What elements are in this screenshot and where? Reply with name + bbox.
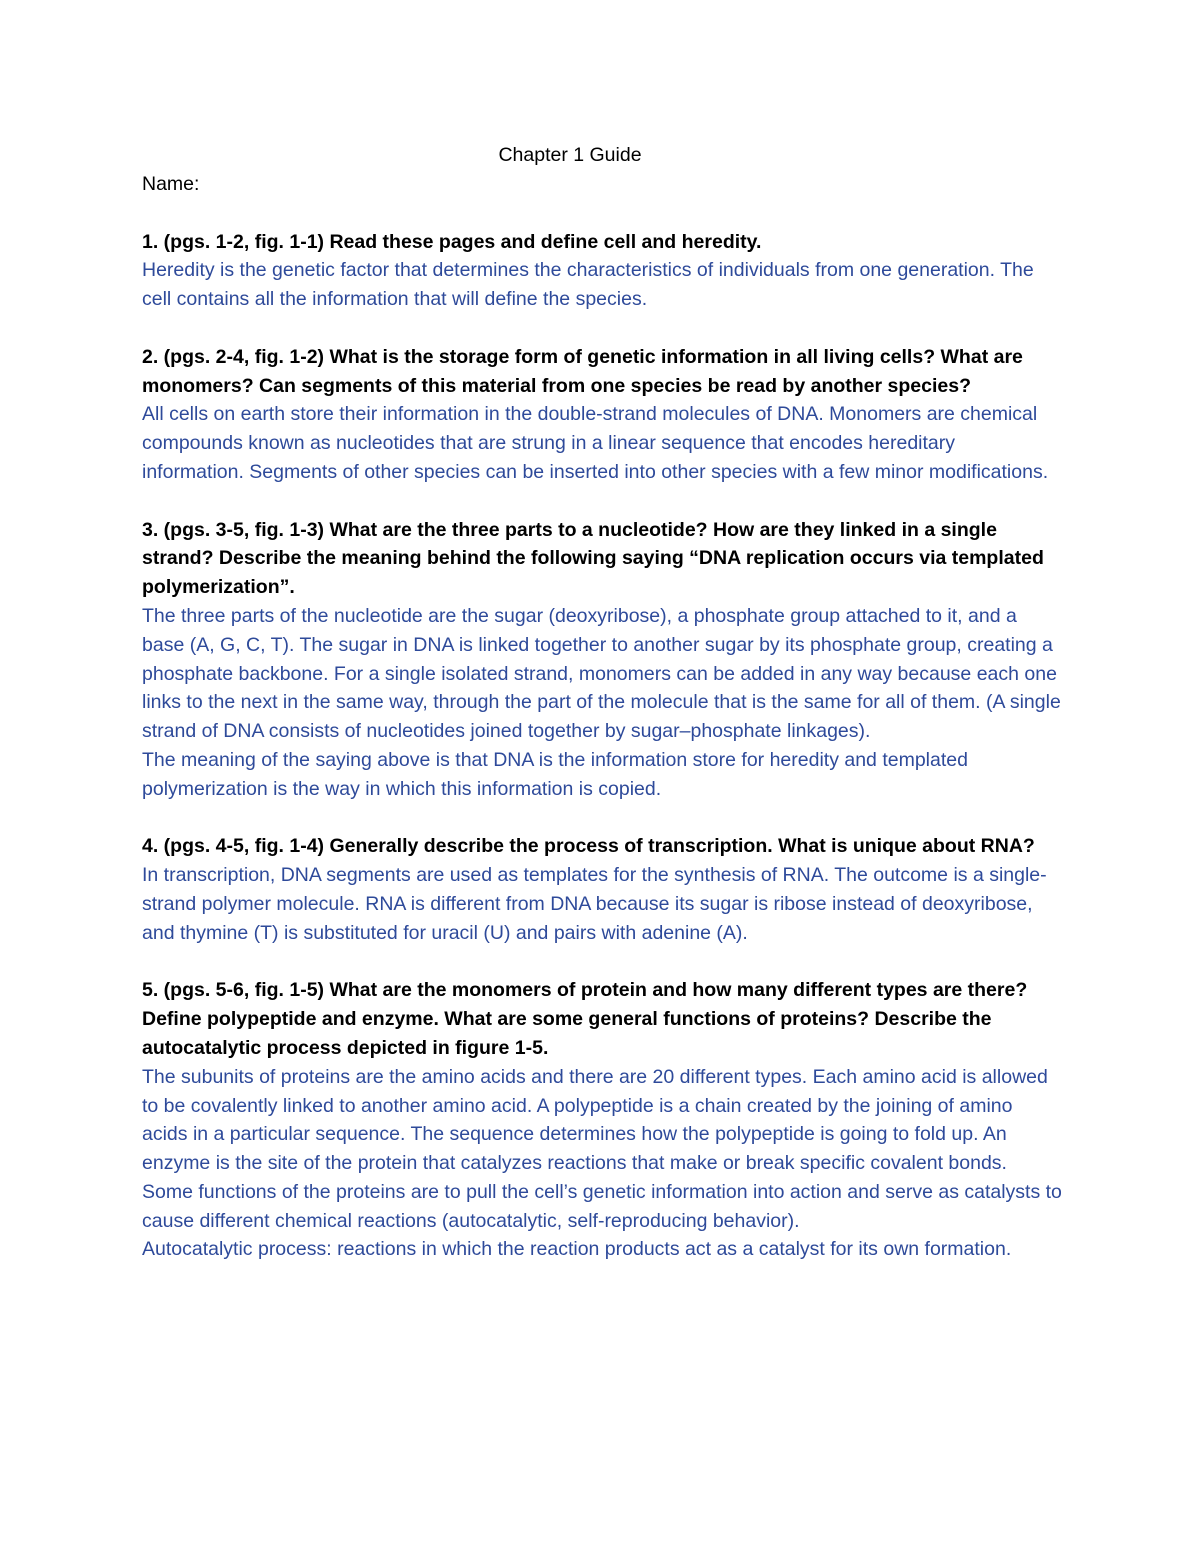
question-block-3 bbox=[142, 516, 1062, 804]
question-text: 5. (pgs. 5-6, fig. 1-5) What are the monomers of protein and how many different types are there? Define polypeptide and enzyme. What are some general functions of proteins? Describe the autocatalytic process depicted in figure 1-5. bbox=[142, 979, 1028, 1059]
answer-text: The meaning of the saying above is that DNA is the information store for heredity and templated polymerization is the way in which this information is copied. bbox=[142, 748, 968, 800]
answer-text: Autocatalytic process: reactions in which the reaction products act as a catalyst for its own formation. bbox=[142, 1238, 1012, 1261]
question-block-4 bbox=[142, 832, 1062, 947]
answer-text: The subunits of proteins are the amino acids and there are 20 different types. Each amino acid is allowed to be covalently linked to another amino acid. A polypeptide is a chain created by the joining of amino acids in a particular sequence. The sequence determines how the polypeptide is going to fold up. An enzyme is the site of the protein that catalyzes reactions that make or break specific covalent bonds. Some functions of the proteins are to pull the cell’s genetic information into action and serve as catalysts to cause different chemical reactions (autocatalytic, self-reproducing behavior). bbox=[142, 1065, 1062, 1232]
document-title: Chapter 1 Guide bbox=[498, 144, 642, 166]
question-text: 2. (pgs. 2-4, fig. 1-2) What is the storage form of genetic information in all living cells? What are monomers? Can segments of this material from one species be read by another species? bbox=[142, 345, 1023, 397]
document-body bbox=[142, 140, 1062, 1293]
question-text: 3. (pgs. 3-5, fig. 1-3) What are the three parts to a nucleotide? How are they linked in a single strand? Describe the meaning behind the following saying “DNA replication occurs via templated polymerization”. bbox=[142, 518, 1044, 599]
question-text: 4. (pgs. 4-5, fig. 1-4) Generally describe the process of transcription. What is unique about RNA? bbox=[142, 835, 1035, 858]
answer-text: In transcription, DNA segments are used as templates for the synthesis of RNA. The outcome is a single-strand polymer molecule. RNA is different from DNA because its sugar is ribose instead of deoxyribose, and thymine (T) is substituted for uracil (U) and pairs with adenine (A). bbox=[142, 864, 1047, 944]
answer-text: All cells on earth store their information in the double-strand molecules of DNA. Monomers are chemical compounds known as nucleotides that are strung in a linear sequence that encodes hereditary information. Segments of other species can be inserted into other species with a few minor modifications. bbox=[142, 403, 1049, 483]
question-block-5 bbox=[142, 976, 1062, 1264]
question-block-1 bbox=[142, 228, 1062, 314]
answer-text: The three parts of the nucleotide are the sugar (deoxyribose), a phosphate group attached to it, and a base (A, G, C, T). The sugar in DNA is linked together to another sugar by its phosphate group, creating a phosphate backbone. For a single isolated strand, monomers can be added in any way because each one links to the next in the same way, through the part of the molecule that is the same for all of them. (A single strand of DNA consists of nucleotides joined together by sugar–phosphate linkages). bbox=[142, 604, 1061, 743]
question-block-2 bbox=[142, 343, 1062, 487]
question-text: 1. (pgs. 1-2, fig. 1-1) Read these pages and define cell and heredity. bbox=[142, 230, 762, 253]
name-label: Name: bbox=[142, 173, 200, 195]
answer-text: Heredity is the genetic factor that determines the characteristics of individuals from one generation. The cell contains all the information that will define the species. bbox=[142, 259, 1034, 311]
